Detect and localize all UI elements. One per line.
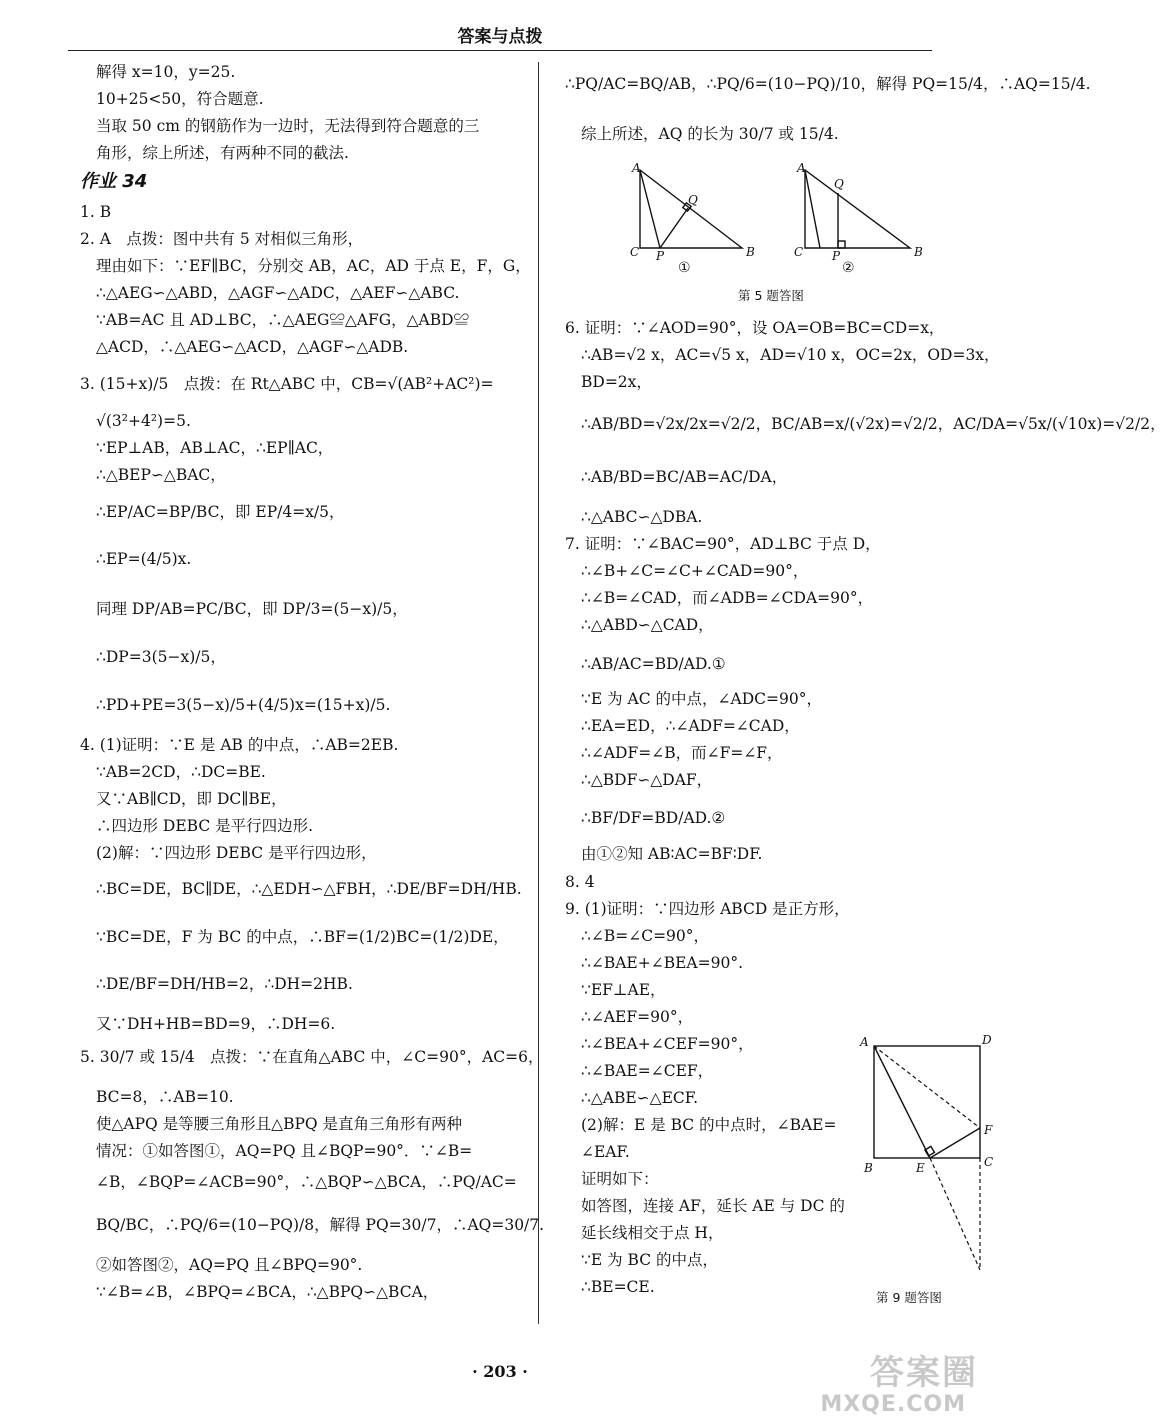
- left-line: 使△APQ 是等腰三角形且△BPQ 是直角三角形有两种: [96, 1115, 463, 1133]
- header-rule: [68, 50, 932, 51]
- right-line: ∴AB/BD=BC/AB=AC/DA，: [581, 468, 788, 486]
- left-line: 作业 34: [80, 171, 148, 192]
- right-line: ∴BF/DF=BD/AD.②: [581, 809, 726, 827]
- watermark-logo: 答案圈: [870, 1353, 978, 1393]
- figure-5-caption: 第 5 题答图: [738, 288, 804, 303]
- right-line: ∴∠ADF=∠B，而∠F=∠F，: [581, 744, 783, 762]
- fig5-label-c1: C: [630, 245, 640, 259]
- left-line: 又∵AB∥CD，即 DC∥BE，: [96, 790, 287, 808]
- right-line: ∴EA=ED，∴∠ADF=∠CAD，: [581, 717, 800, 735]
- fig5-sub-2: ②: [842, 260, 855, 276]
- page-header: [0, 0, 1000, 52]
- fig5-sub-1: ①: [678, 260, 691, 276]
- left-line: ∵AB=2CD，∴DC=BE.: [96, 763, 266, 781]
- fig9-label-d: D: [982, 1033, 992, 1047]
- left-line: 2. A 点拨：图中共有 5 对相似三角形，: [80, 230, 364, 248]
- left-line: BQ/BC，∴PQ/6=(10−PQ)/8，解得 PQ=30/7，∴AQ=30/7.: [96, 1216, 545, 1234]
- fig9-label-f: F: [984, 1123, 993, 1137]
- right-line: ∴∠AEF=90°，: [581, 1008, 694, 1026]
- right-line: ∠EAF.: [581, 1143, 630, 1161]
- right-line: 如答图，连接 AF，延长 AE 与 DC 的: [581, 1197, 845, 1215]
- left-line: 同理 DP/AB=PC/BC，即 DP/3=(5−x)/5，: [96, 600, 408, 618]
- right-line: ∴∠B=∠C=90°，: [581, 927, 710, 945]
- fig5-label-p1: P: [656, 249, 665, 263]
- left-line: ∠B，∠BQP=∠ACB=90°，∴△BQP∽△BCA，∴PQ/AC=: [96, 1173, 517, 1191]
- left-line: ∵EP⊥AB，AB⊥AC，∴EP∥AC，: [96, 439, 334, 457]
- figure-5-diagram: [620, 160, 940, 280]
- right-line: ∴∠BAE=∠CEF，: [581, 1062, 714, 1080]
- left-line: ∴DE/BF=DH/HB=2，∴DH=2HB.: [96, 975, 353, 993]
- right-line: ∴△BDF∽△DAF，: [581, 771, 713, 789]
- right-line: (2)解：E 是 BC 的中点时，∠BAE=: [581, 1116, 837, 1134]
- left-line: ∵BC=DE，F 为 BC 的中点，∴BF=(1/2)BC=(1/2)DE，: [96, 928, 509, 946]
- fig5-label-b1: B: [746, 245, 755, 259]
- left-line: △ACD，∴△AEG∽△ACD，△AGF∽△ADB.: [96, 338, 409, 356]
- right-line: ∴∠B+∠C=∠C+∠CAD=90°，: [581, 562, 809, 580]
- header-title: 答案与点拨: [457, 27, 543, 47]
- right-line: ∴△ABC∽△DBA.: [581, 508, 703, 526]
- fig5-label-p2: P: [832, 249, 841, 263]
- right-line: ∴∠BEA+∠CEF=90°，: [581, 1035, 754, 1053]
- left-line: ∴EP=(4/5)x.: [96, 550, 192, 568]
- right-line: ∵E 为 BC 的中点，: [581, 1251, 718, 1269]
- figure-9: [856, 1030, 996, 1310]
- left-line: ∴四边形 DEBC 是平行四边形.: [96, 817, 314, 835]
- left-line: 理由如下：∵EF∥BC，分别交 AB，AC，AD 于点 E，F，G，: [96, 257, 531, 275]
- right-line: 由①②知 AB∶AC=BF∶DF.: [581, 845, 763, 863]
- fig9-label-c: C: [984, 1155, 994, 1169]
- left-line: 1. B: [80, 203, 112, 221]
- column-divider: [538, 62, 539, 1324]
- left-line: ∴△BEP∽△BAC，: [96, 466, 226, 484]
- right-line: 8. 4: [565, 873, 595, 891]
- right-line: ∴△ABE∽△ECF.: [581, 1089, 699, 1107]
- page-number: · 203 ·: [472, 1362, 528, 1381]
- fig5-label-a1: A: [632, 161, 641, 175]
- right-line: ∴∠BAE+∠BEA=90°.: [581, 954, 744, 972]
- watermark-url: MXQE.COM: [820, 1392, 966, 1417]
- right-line: 证明如下：: [581, 1170, 659, 1188]
- figure-5: [620, 160, 940, 310]
- left-line: 当取 50 cm 的钢筋作为一边时，无法得到符合题意的三: [96, 117, 480, 135]
- fig9-label-b: B: [864, 1161, 873, 1175]
- right-line: 6. 证明：∵∠AOD=90°，设 OA=OB=BC=CD=x，: [565, 319, 945, 337]
- left-line: 10+25<50，符合题意.: [96, 90, 264, 108]
- left-line: ∴PD+PE=3(5−x)/5+(4/5)x=(15+x)/5.: [96, 696, 391, 714]
- left-line: ∴BC=DE，BC∥DE，∴△EDH∽△FBH，∴DE/BF=DH/HB.: [96, 880, 522, 898]
- right-line: 7. 证明：∵∠BAC=90°，AD⊥BC 于点 D，: [565, 535, 881, 553]
- fig9-label-e: E: [916, 1161, 925, 1175]
- left-line: 解得 x=10，y=25.: [96, 63, 236, 81]
- left-line: 3. (15+x)/5 点拨：在 Rt△ABC 中，CB=√(AB²+AC²)=: [80, 375, 494, 393]
- right-line: ∴AB/AC=BD/AD.①: [581, 655, 726, 673]
- figure-9-diagram: [856, 1030, 996, 1285]
- left-line: ∵∠B=∠B，∠BPQ=∠BCA，∴△BPQ∽△BCA，: [96, 1283, 439, 1301]
- figure-9-caption: 第 9 题答图: [876, 1290, 942, 1305]
- left-line: 又∵DH+HB=BD=9，∴DH=6.: [96, 1015, 336, 1033]
- right-line: ∴PQ/AC=BQ/AB，∴PQ/6=(10−PQ)/10，解得 PQ=15/4，∴AQ=15/4.: [565, 75, 1091, 93]
- right-line: 综上所述，AQ 的长为 30/7 或 15/4.: [581, 125, 839, 143]
- right-line: ∵E 为 AC 的中点，∠ADC=90°，: [581, 690, 822, 708]
- left-line: √(3²+4²)=5.: [96, 412, 191, 430]
- left-line: ②如答图②，AQ=PQ 且∠BPQ=90°.: [96, 1256, 363, 1274]
- fig5-label-q2: Q: [834, 177, 844, 191]
- left-line: ∴DP=3(5−x)/5，: [96, 648, 226, 666]
- fig5-label-b2: B: [914, 245, 923, 259]
- fig5-label-a2: A: [797, 161, 806, 175]
- left-line: (2)解：∵四边形 DEBC 是平行四边形，: [96, 844, 377, 862]
- fig5-label-q1: Q: [688, 193, 698, 207]
- right-line: ∴BE=CE.: [581, 1278, 655, 1296]
- left-line: ∴EP/AC=BP/BC，即 EP/4=x/5，: [96, 503, 345, 521]
- right-line: ∵EF⊥AE，: [581, 981, 666, 999]
- right-line: 9. (1)证明：∵四边形 ABCD 是正方形，: [565, 900, 850, 918]
- left-line: ∵AB=AC 且 AD⊥BC，∴△AEG≌△AFG，△ABD≌: [96, 311, 470, 329]
- fig9-label-a: A: [860, 1035, 869, 1049]
- left-line: BC=8，∴AB=10.: [96, 1088, 234, 1106]
- left-line: 5. 30/7 或 15/4 点拨：∵在直角△ABC 中，∠C=90°，AC=6，: [80, 1048, 544, 1066]
- left-line: 4. (1)证明：∵E 是 AB 的中点，∴AB=2EB.: [80, 736, 399, 754]
- left-line: ∴△AEG∽△ABD，△AGF∽△ADC，△AEF∽△ABC.: [96, 284, 460, 302]
- right-line: ∴AB/BD=√2x/2x=√2/2，BC/AB=x/(√2x)=√2/2，AC/DA=√5x/(√10x)=√2/2，: [581, 415, 1166, 433]
- right-line: 延长线相交于点 H，: [581, 1224, 724, 1242]
- right-line: ∴∠B=∠CAD，而∠ADB=∠CDA=90°，: [581, 589, 874, 607]
- right-line: ∴△ABD∽△CAD，: [581, 616, 714, 634]
- left-line: 情况：①如答图①，AQ=PQ 且∠BQP=90°．∵∠B=: [96, 1142, 473, 1160]
- fig5-label-c2: C: [794, 245, 804, 259]
- left-line: 角形，综上所述，有两种不同的截法.: [96, 144, 349, 162]
- right-line: ∴AB=√2 x，AC=√5 x，AD=√10 x，OC=2x，OD=3x，: [581, 346, 1000, 364]
- right-line: BD=2x，: [581, 373, 652, 391]
